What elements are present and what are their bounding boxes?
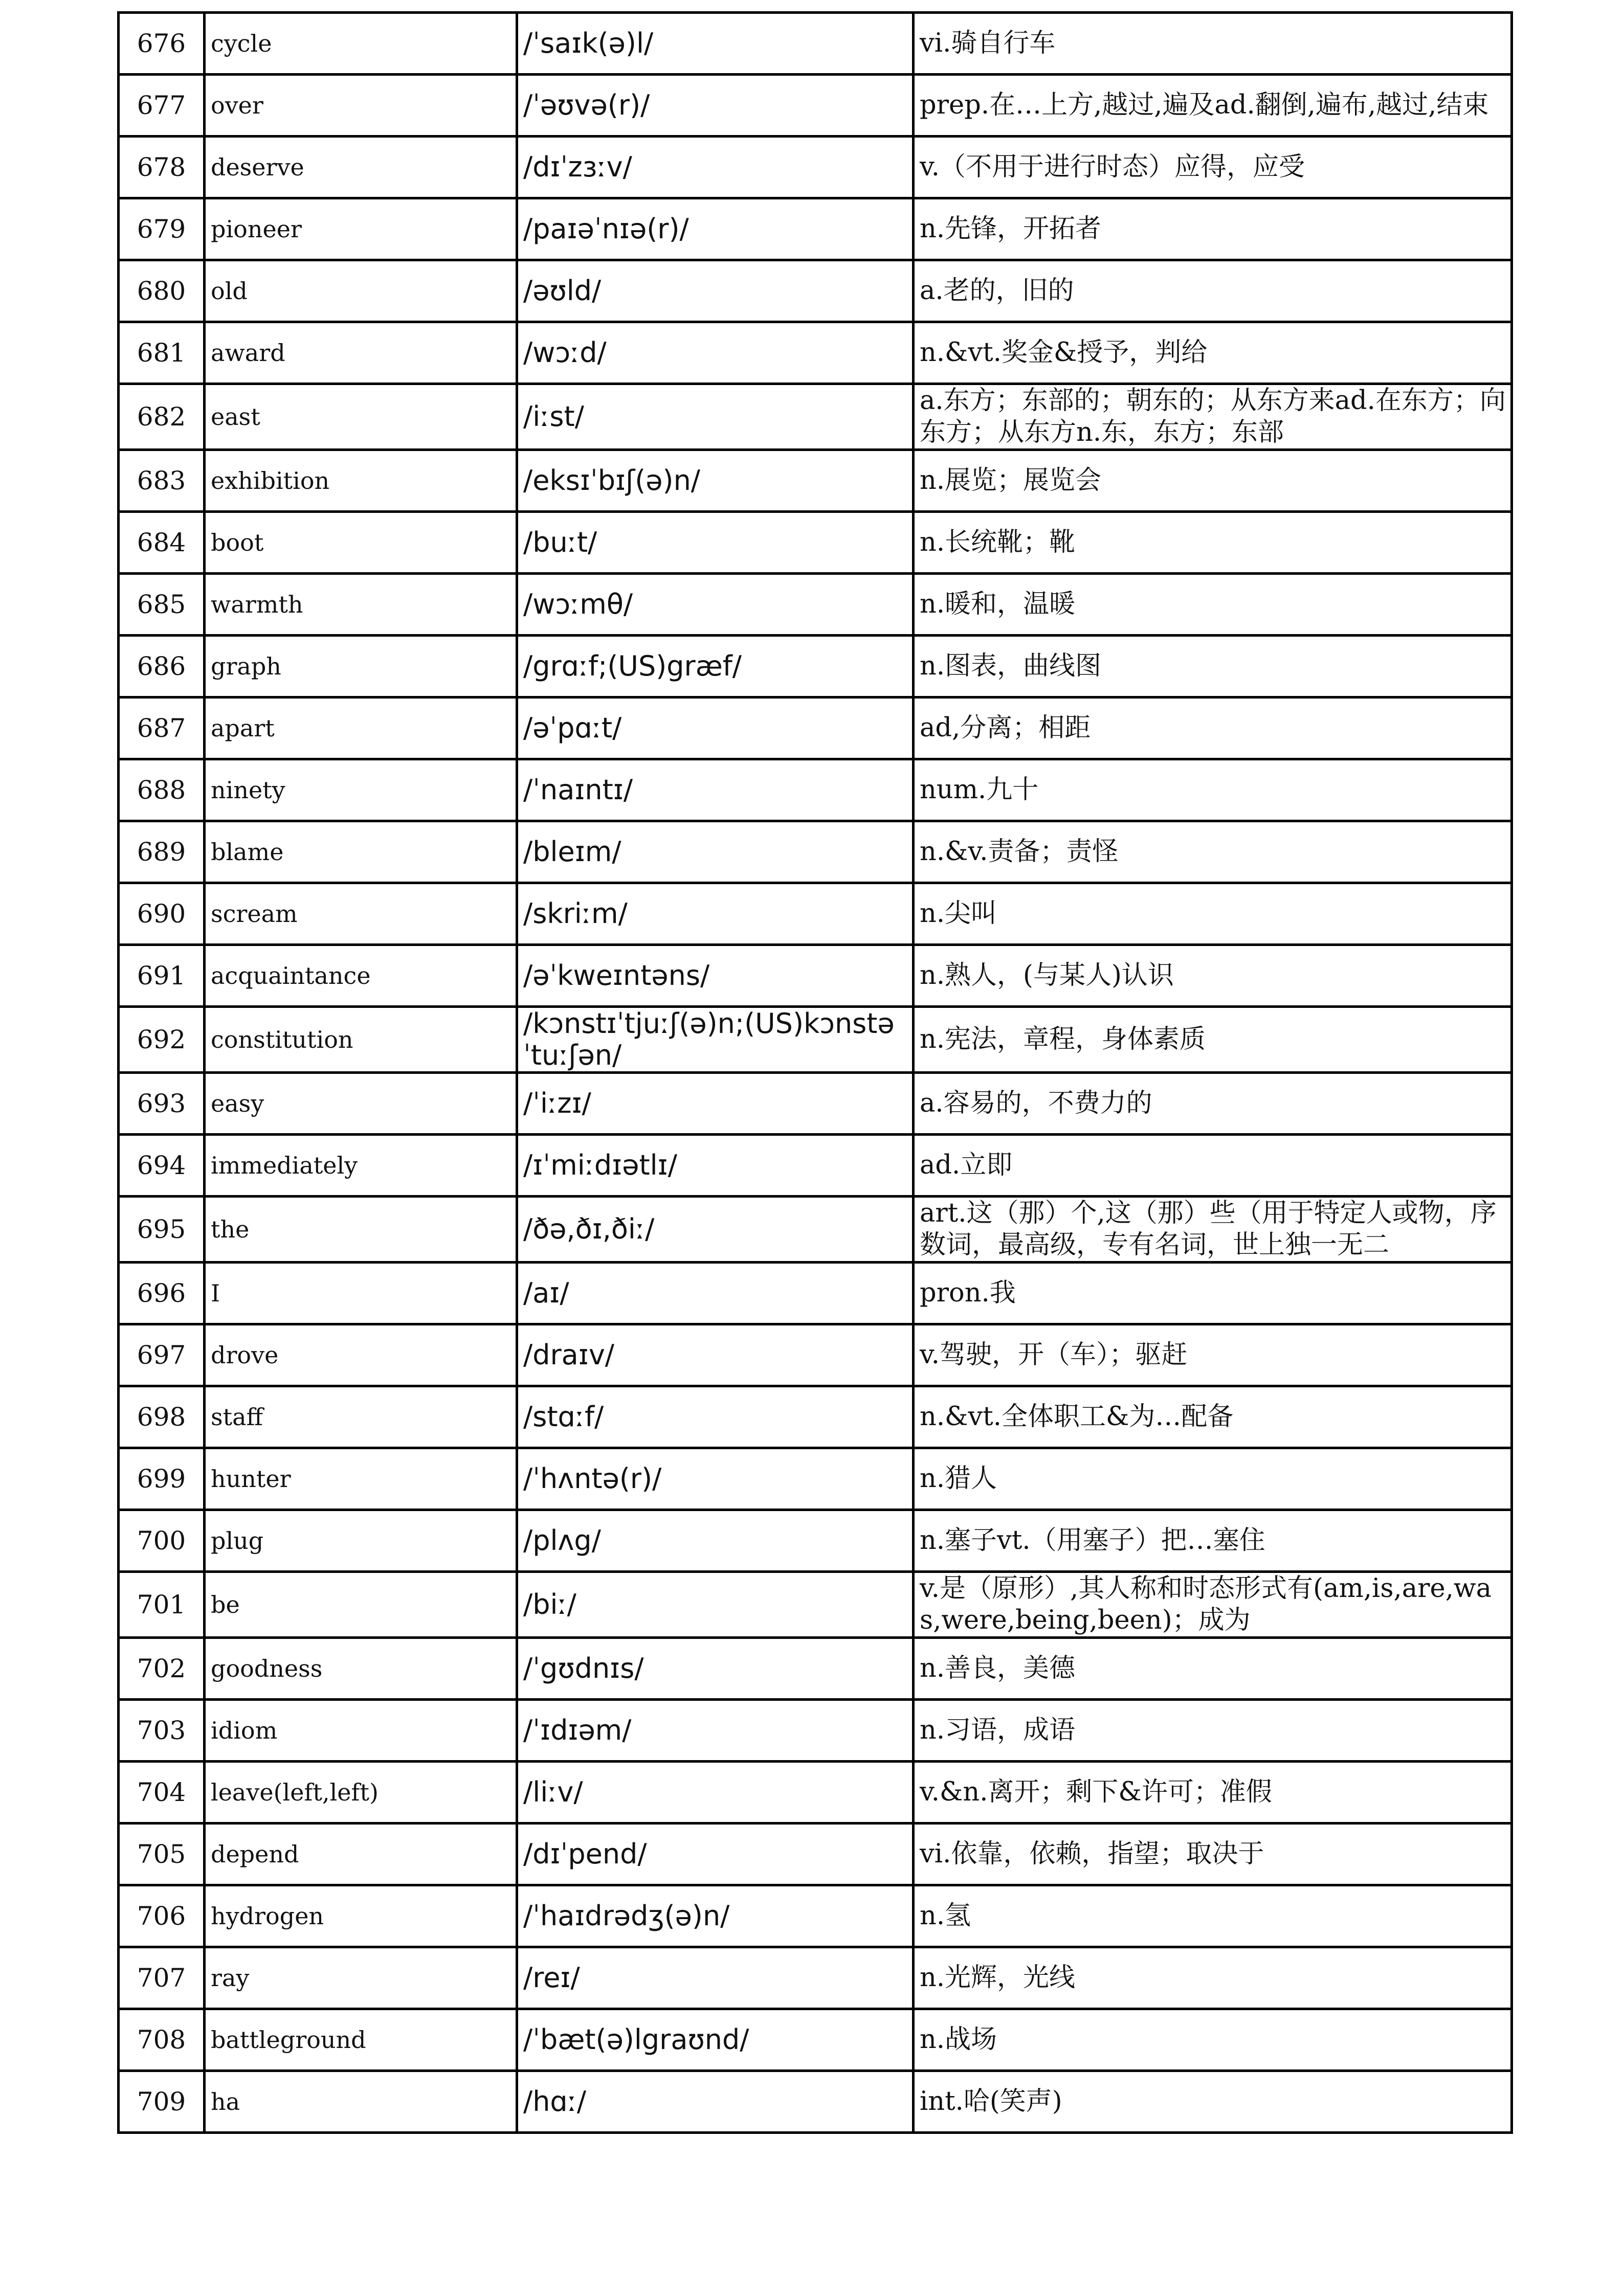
word-cell: idiom <box>205 1700 517 1762</box>
phonetic-cell: /aɪ/ <box>517 1263 914 1324</box>
definition-cell: n.习语，成语 <box>914 1700 1512 1762</box>
table-row <box>119 1700 1512 1762</box>
table-row <box>119 512 1512 574</box>
phonetic-cell: /stɑːf/ <box>517 1386 914 1448</box>
row-number: 695 <box>119 1197 205 1263</box>
word-cell: battleground <box>205 2009 517 2071</box>
row-number: 707 <box>119 1947 205 2009</box>
phonetic-cell: /ðə,ðɪ,ðiː/ <box>517 1197 914 1263</box>
definition-cell: n.猎人 <box>914 1448 1512 1510</box>
definition-cell: vi.骑自行车 <box>914 13 1512 75</box>
row-number: 700 <box>119 1510 205 1572</box>
definition-cell: n.&vt.全体职工&为…配备 <box>914 1386 1512 1448</box>
phonetic-cell: /ˈbæt(ə)lgraʊnd/ <box>517 2009 914 2071</box>
table-row <box>119 1135 1512 1197</box>
phonetic-cell: /əˈkweɪntəns/ <box>517 945 914 1007</box>
definition-cell: n.尖叫 <box>914 883 1512 945</box>
row-number: 678 <box>119 137 205 198</box>
vocabulary-table <box>117 11 1513 2134</box>
table-row <box>119 1007 1512 1073</box>
definition-cell: n.图表，曲线图 <box>914 636 1512 697</box>
word-cell: apart <box>205 697 517 759</box>
table-row <box>119 1510 1512 1572</box>
row-number: 677 <box>119 75 205 137</box>
row-number: 687 <box>119 697 205 759</box>
phonetic-cell: /ˈəʊvə(r)/ <box>517 75 914 137</box>
table-row <box>119 322 1512 384</box>
word-cell: ha <box>205 2071 517 2133</box>
phonetic-cell: /ˈnaɪntɪ/ <box>517 759 914 821</box>
word-cell: east <box>205 384 517 450</box>
phonetic-cell: /ˈsaɪk(ə)l/ <box>517 13 914 75</box>
row-number: 690 <box>119 883 205 945</box>
table-row <box>119 883 1512 945</box>
table-row <box>119 945 1512 1007</box>
phonetic-cell: /ˈhaɪdrədʒ(ə)n/ <box>517 1885 914 1947</box>
phonetic-cell: /ˈgʊdnɪs/ <box>517 1638 914 1700</box>
table-row <box>119 1197 1512 1263</box>
row-number: 708 <box>119 2009 205 2071</box>
word-cell: the <box>205 1197 517 1263</box>
word-cell: blame <box>205 821 517 883</box>
phonetic-cell: /ˈhʌntə(r)/ <box>517 1448 914 1510</box>
phonetic-cell: /əʊld/ <box>517 260 914 322</box>
row-number: 702 <box>119 1638 205 1700</box>
word-cell: ray <box>205 1947 517 2009</box>
table-row <box>119 260 1512 322</box>
phonetic-cell: /grɑːf;(US)græf/ <box>517 636 914 697</box>
phonetic-cell: /buːt/ <box>517 512 914 574</box>
word-cell: cycle <box>205 13 517 75</box>
table-row <box>119 1263 1512 1324</box>
table-row <box>119 1824 1512 1885</box>
definition-cell: a.容易的，不费力的 <box>914 1073 1512 1135</box>
word-cell: depend <box>205 1824 517 1885</box>
word-cell: exhibition <box>205 450 517 512</box>
word-cell: warmth <box>205 574 517 636</box>
row-number: 699 <box>119 1448 205 1510</box>
definition-cell: n.暖和，温暖 <box>914 574 1512 636</box>
row-number: 705 <box>119 1824 205 1885</box>
phonetic-cell: /draɪv/ <box>517 1324 914 1386</box>
row-number: 703 <box>119 1700 205 1762</box>
definition-cell: n.光辉，光线 <box>914 1947 1512 2009</box>
row-number: 698 <box>119 1386 205 1448</box>
row-number: 691 <box>119 945 205 1007</box>
table-row <box>119 1073 1512 1135</box>
word-cell: goodness <box>205 1638 517 1700</box>
table-row <box>119 574 1512 636</box>
word-cell: immediately <box>205 1135 517 1197</box>
phonetic-cell: /wɔːmθ/ <box>517 574 914 636</box>
table-row <box>119 636 1512 697</box>
definition-cell: n.战场 <box>914 2009 1512 2071</box>
definition-cell: ad.立即 <box>914 1135 1512 1197</box>
definition-cell: n.长统靴；靴 <box>914 512 1512 574</box>
row-number: 693 <box>119 1073 205 1135</box>
word-cell: graph <box>205 636 517 697</box>
definition-cell: vi.依靠，依赖，指望；取决于 <box>914 1824 1512 1885</box>
row-number: 676 <box>119 13 205 75</box>
row-number: 696 <box>119 1263 205 1324</box>
phonetic-cell: /hɑː/ <box>517 2071 914 2133</box>
word-cell: be <box>205 1572 517 1638</box>
phonetic-cell: /dɪˈzɜːv/ <box>517 137 914 198</box>
word-cell: ninety <box>205 759 517 821</box>
word-cell: plug <box>205 1510 517 1572</box>
word-cell: easy <box>205 1073 517 1135</box>
definition-cell: n.先锋，开拓者 <box>914 198 1512 260</box>
row-number: 684 <box>119 512 205 574</box>
definition-cell: n.熟人，(与某人)认识 <box>914 945 1512 1007</box>
definition-cell: n.&v.责备；责怪 <box>914 821 1512 883</box>
row-number: 704 <box>119 1762 205 1824</box>
definition-cell: n.展览；展览会 <box>914 450 1512 512</box>
definition-cell: n.&vt.奖金&授予，判给 <box>914 322 1512 384</box>
definition-cell: ad,分离；相距 <box>914 697 1512 759</box>
phonetic-cell: /reɪ/ <box>517 1947 914 2009</box>
word-cell: drove <box>205 1324 517 1386</box>
row-number: 682 <box>119 384 205 450</box>
row-number: 689 <box>119 821 205 883</box>
phonetic-cell: /ˈɪdɪəm/ <box>517 1700 914 1762</box>
word-cell: hunter <box>205 1448 517 1510</box>
table-row <box>119 13 1512 75</box>
word-cell: over <box>205 75 517 137</box>
definition-cell: art.这（那）个,这（那）些（用于特定人或物，序数词，最高级，专有名词，世上独一无二 <box>914 1197 1512 1263</box>
vocabulary-table-body <box>119 13 1512 2133</box>
row-number: 688 <box>119 759 205 821</box>
definition-cell: v.（不用于进行时态）应得，应受 <box>914 137 1512 198</box>
table-row <box>119 384 1512 450</box>
phonetic-cell: /plʌg/ <box>517 1510 914 1572</box>
definition-cell: n.塞子vt.（用塞子）把…塞住 <box>914 1510 1512 1572</box>
word-cell: award <box>205 322 517 384</box>
definition-cell: n.宪法，章程，身体素质 <box>914 1007 1512 1073</box>
phonetic-cell: /paɪəˈnɪə(r)/ <box>517 198 914 260</box>
word-cell: pioneer <box>205 198 517 260</box>
phonetic-cell: /əˈpɑːt/ <box>517 697 914 759</box>
phonetic-cell: /skriːm/ <box>517 883 914 945</box>
row-number: 686 <box>119 636 205 697</box>
row-number: 681 <box>119 322 205 384</box>
table-row <box>119 198 1512 260</box>
row-number: 683 <box>119 450 205 512</box>
row-number: 692 <box>119 1007 205 1073</box>
table-row <box>119 137 1512 198</box>
definition-cell: a.老的，旧的 <box>914 260 1512 322</box>
table-row <box>119 1572 1512 1638</box>
phonetic-cell: /iːst/ <box>517 384 914 450</box>
phonetic-cell: /kɔnstɪˈtjuːʃ(ə)n;(US)kɔnstəˈtuːʃən/ <box>517 1007 914 1073</box>
table-row <box>119 75 1512 137</box>
table-row <box>119 450 1512 512</box>
phonetic-cell: /bleɪm/ <box>517 821 914 883</box>
table-row <box>119 1324 1512 1386</box>
table-row <box>119 2009 1512 2071</box>
row-number: 680 <box>119 260 205 322</box>
table-row <box>119 821 1512 883</box>
word-cell: I <box>205 1263 517 1324</box>
table-row <box>119 1885 1512 1947</box>
row-number: 679 <box>119 198 205 260</box>
definition-cell: v.是（原形）,其人称和时态形式有(am,is,are,was,were,being,been)；成为 <box>914 1572 1512 1638</box>
row-number: 697 <box>119 1324 205 1386</box>
table-row <box>119 1386 1512 1448</box>
row-number: 685 <box>119 574 205 636</box>
table-row <box>119 1448 1512 1510</box>
phonetic-cell: /dɪˈpend/ <box>517 1824 914 1885</box>
row-number: 706 <box>119 1885 205 1947</box>
row-number: 694 <box>119 1135 205 1197</box>
word-cell: scream <box>205 883 517 945</box>
word-cell: boot <box>205 512 517 574</box>
definition-cell: int.哈(笑声) <box>914 2071 1512 2133</box>
definition-cell: a.东方；东部的；朝东的；从东方来ad.在东方；向东方；从东方n.东，东方；东部 <box>914 384 1512 450</box>
word-cell: hydrogen <box>205 1885 517 1947</box>
phonetic-cell: /biː/ <box>517 1572 914 1638</box>
word-cell: constitution <box>205 1007 517 1073</box>
definition-cell: n.氢 <box>914 1885 1512 1947</box>
definition-cell: pron.我 <box>914 1263 1512 1324</box>
phonetic-cell: /ˈiːzɪ/ <box>517 1073 914 1135</box>
definition-cell: v.驾驶，开（车）；驱赶 <box>914 1324 1512 1386</box>
row-number: 701 <box>119 1572 205 1638</box>
table-row <box>119 759 1512 821</box>
table-row <box>119 2071 1512 2133</box>
table-row <box>119 1947 1512 2009</box>
definition-cell: prep.在…上方,越过,遍及ad.翻倒,遍布,越过,结束 <box>914 75 1512 137</box>
definition-cell: v.&n.离开；剩下&许可；准假 <box>914 1762 1512 1824</box>
phonetic-cell: /ɪˈmiːdɪətlɪ/ <box>517 1135 914 1197</box>
word-cell: deserve <box>205 137 517 198</box>
word-cell: leave(left,left) <box>205 1762 517 1824</box>
word-cell: acquaintance <box>205 945 517 1007</box>
row-number: 709 <box>119 2071 205 2133</box>
table-row <box>119 1638 1512 1700</box>
word-cell: old <box>205 260 517 322</box>
word-cell: staff <box>205 1386 517 1448</box>
table-row <box>119 697 1512 759</box>
definition-cell: n.善良，美德 <box>914 1638 1512 1700</box>
phonetic-cell: /eksɪˈbɪʃ(ə)n/ <box>517 450 914 512</box>
phonetic-cell: /liːv/ <box>517 1762 914 1824</box>
phonetic-cell: /wɔːd/ <box>517 322 914 384</box>
table-row <box>119 1762 1512 1824</box>
definition-cell: num.九十 <box>914 759 1512 821</box>
